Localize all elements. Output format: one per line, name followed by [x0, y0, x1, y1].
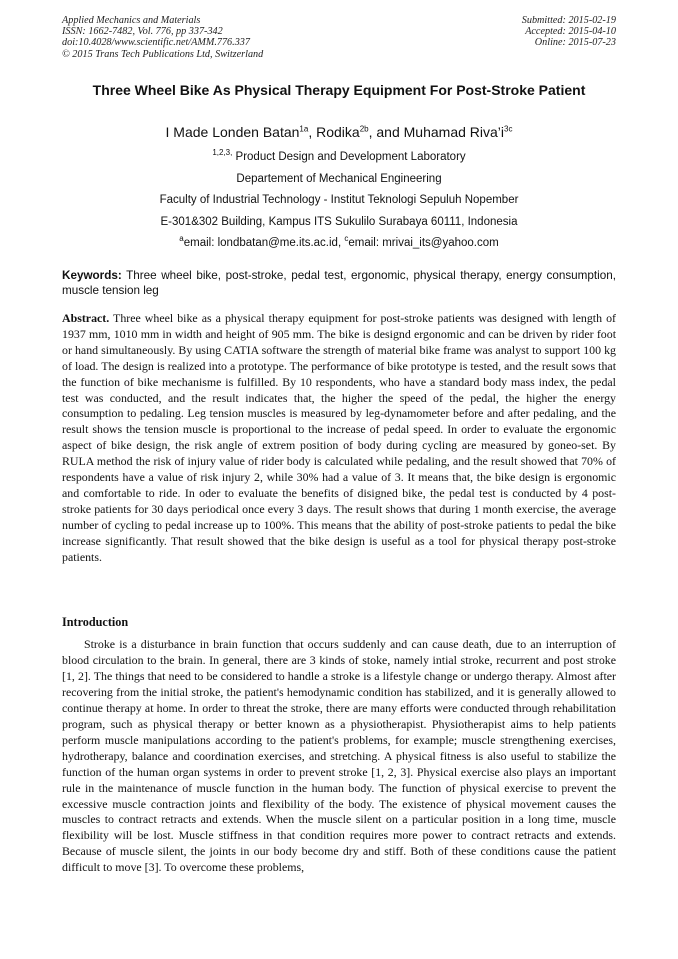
keywords-paragraph [62, 268, 616, 298]
journal-header [62, 15, 263, 60]
author-separator: , and [368, 124, 404, 140]
email-c[interactable]: email: mrivai_its@yahoo.com [348, 237, 499, 250]
submitted-date: Submitted: 2015-02-19 [521, 15, 616, 26]
accepted-date: Accepted: 2015-04-10 [525, 26, 616, 38]
abstract-paragraph [62, 311, 616, 566]
author-separator: , [308, 124, 317, 140]
affiliation-lab-text: Product Design and Development Laboratory [232, 151, 466, 163]
author-name: I Made Londen Batan [165, 124, 300, 140]
author-sup: 3c [504, 124, 513, 134]
author-sup: 2b [359, 124, 369, 134]
email-a[interactable]: email: londbatan@me.its.ac.id, [183, 237, 345, 250]
dates-header [522, 15, 616, 49]
journal-issn: ISSN: 1662-7482, Vol. 776, pp 337-342 [62, 26, 223, 38]
section-heading-introduction: Introduction [62, 615, 129, 629]
affiliation-block [62, 147, 616, 255]
email-sup: a [179, 234, 184, 244]
journal-copyright: © 2015 Trans Tech Publications Ltd, Switzerland [62, 48, 264, 60]
author-list [62, 123, 616, 141]
affiliation-lab [62, 147, 616, 169]
affiliation-faculty: Faculty of Industrial Technology - Institut Teknologi Sepuluh Nopember [159, 194, 519, 207]
abstract-label: Abstract. [62, 311, 110, 325]
keywords-label: Keywords: [62, 269, 122, 282]
keywords-text: Three wheel bike, post-stroke, pedal test, ergonomic, physical therapy, energy consumption, muscle tension leg [62, 269, 616, 298]
abstract-text: Three wheel bike as a physical therapy equipment for post-stroke patients was designed with length of 1937 mm, 1010 mm in width and height of 905 mm. The bike is designd ergonomic and can be driven by rider foot or hand simultaneously. By using CATIA software the strength of material bike frame was analyst to support 100 kg of load. The design is realized into a prototype. The performance of bike prototype is tested, and the result sows that the function of bike mechanisme is fulfilled. By 10 respondents, who have a standard body mass index, the pedal test was conducted, and the result indicates that, the higher the speed of the pedal, the higher the energy consumption to pedaling. Leg tension muscles is measured by leg-dynamometer before and after pedaling, and the result shows the tension muscle is proportional to the increase of pedal speed. In order to evaluate the ergonomic aspect of bike design, the risk angle of extrem position of body during cycling are measured by goneo-set. By RULA method the risk of injury value of rider body is calculated while pedaling, and the result showed that 70% of respondents have a value of risk injury 2, while 30% had a value of 3. It means that, the bike design is ergonomic and comfortable to ride. In oder to evaluate the benefits of disigned bike, the pedal test is conducted by 4 post-stroke patients for 30 days periodical once every 3 days. The result shows that during 1 month exercise, the average number of cycling to pedal increase up to 100%. This means that the ability of post-stroke patients to pedal the bike increase significantly. That result showed that the bike design is useful as a tool for physical therapy post-stroke patients. [62, 311, 616, 564]
author-sup: 1a [299, 124, 309, 134]
email-sup: c [344, 234, 349, 244]
journal-name: Applied Mechanics and Materials [62, 15, 201, 26]
affiliation-sup: 1,2,3, [212, 148, 233, 158]
online-date: Online: 2015-07-23 [534, 37, 616, 49]
journal-doi[interactable]: doi:10.4028/www.scientific.net/AMM.776.337 [62, 37, 250, 49]
introduction-paragraph: Stroke is a disturbance in brain function that occurs suddenly and can cause death, due to an interruption of blood circulation to the brain. In general, there are 3 kinds of stoke, namely intial stroke, recurrent and post stroke [1, 2]. The things that need to be considered to handle a stroke is a lifestyle change or undergo therapy. Almost after recovering from the initial stroke, the patient's hemodynamic condition has stabilized, and it is generally allowed to continue therapy at home. In order to threat the stroke, there are many efforts were conducted through rehabilitation program, such as physical therapy or better known as a physiotherapist. Physiotherapist aims to help patients perform muscle manipulations according to the patient's problems, for example; muscle strengthening exercises, hydrotherapy, balance and coordination exercises, and stretching. A physical fitness is also useful to stabilize the function of the human organ systems in order to prevent stroke [1, 2, 3]. Physical exercise also plays an important rule in the maintenance of muscle function in the human body. The function of physical exercise to prevent the excessive muscle contraction joints and flexibility of the body. The existence of physical movement causes the muscles to contract retracts and extends. When the muscle silent on a particular position in a long time, muscle flexibility will be lost. Muscle stiffness in that condition requires more power to contract retracts and extends. Because of muscle silent, the joints in our body become dry and stiff. Both of these conditions cause the patient difficult to move [3]. To overcome these problems, [62, 637, 616, 875]
author-name: Rodika [316, 124, 360, 140]
author-name: Muhamad Riva’i [403, 124, 505, 140]
affiliation-emails [62, 233, 616, 255]
paper-title: Three Wheel Bike As Physical Therapy Equipment For Post-Stroke Patient [92, 82, 586, 98]
affiliation-address: E-301&302 Building, Kampus ITS Sukulilo Surabaya 60111, Indonesia [160, 215, 518, 228]
affiliation-department: Departement of Mechanical Engineering [236, 172, 442, 185]
